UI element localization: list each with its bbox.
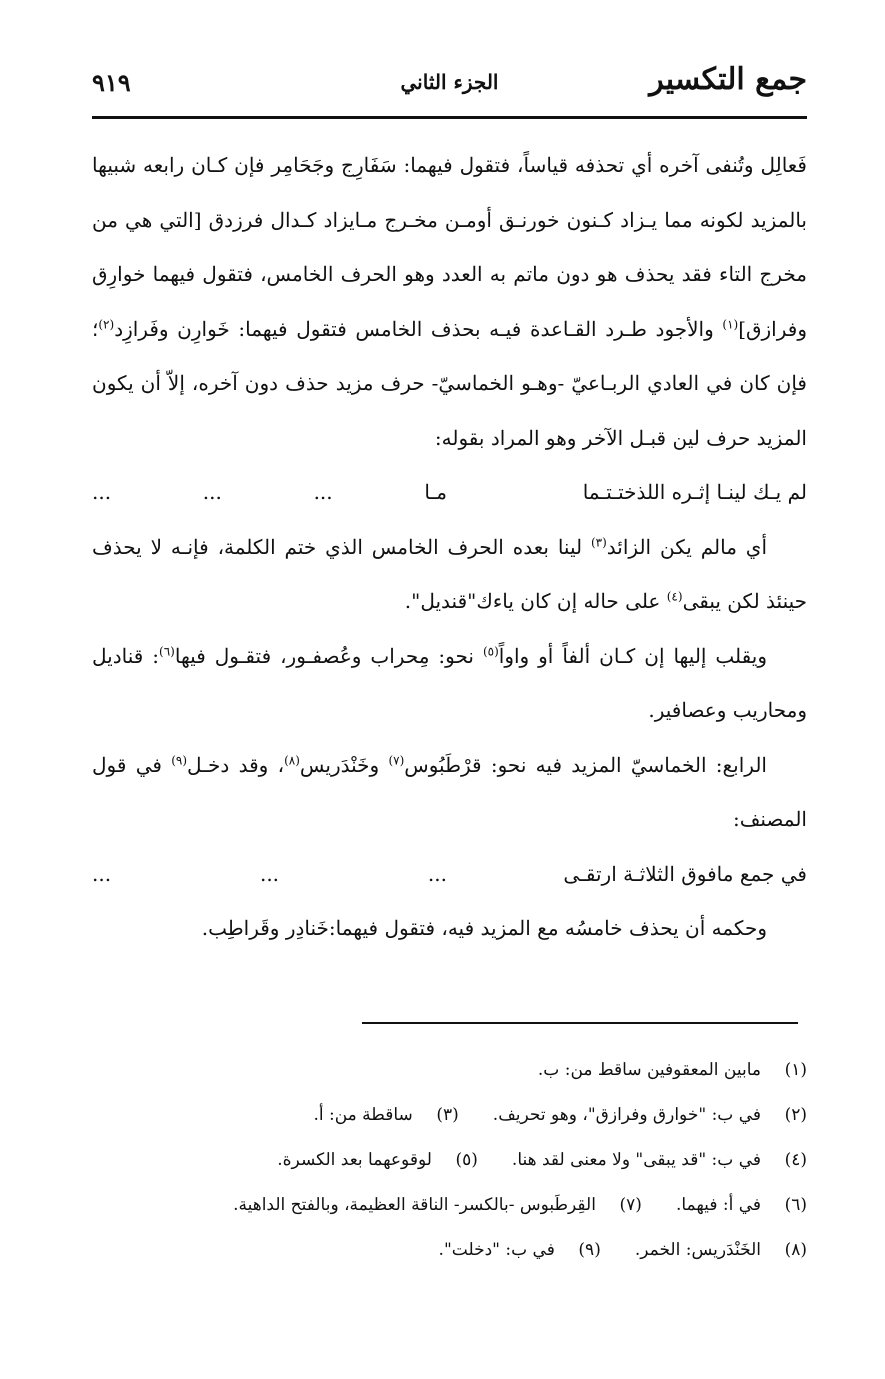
chapter-title: جمع التكسير (649, 62, 807, 97)
paragraph-1-text-a: فَعالِل وتُنفى آخره أي تحذفه قياساً، فتقول فيهما: سَفَارِج وجَحَامِر فإن كـان رابعه شبيها بالمزيد لكونه مما يـزاد كـنون خورنـق أومـن مخـرج مـايزاد كـدال فرزدق [التي هي من مخرج التاء فقد يحذف هو دون ماتم به العدد وهو الحرف الخامس، فتقول فيهما خوارِق وفرازق] (92, 153, 807, 341)
footnote-1 (538, 1048, 807, 1093)
footnote-line-4 (92, 1183, 807, 1228)
paragraph-4-text-c: ، وقد دخـل (187, 752, 285, 777)
paragraph-1-text-c: ؛ فإن كان في العادي الربـاعيّ -وهـو الخماسيّ- حرف مزيد حذف دون آخره، إلاّ أن يكون المزيد حرف لين قبـل الآخر وهو المراد بقوله: (92, 316, 807, 450)
footnote-text: الخَنْدَريس: الخمر. (634, 1240, 761, 1260)
footnote-text: لوقوعهما بعد الكسرة. (277, 1150, 432, 1170)
page-number: ٩١٩ (92, 68, 131, 97)
footnote-3 (313, 1093, 458, 1138)
paragraph-5: وحكمه أن يحذف خامسُه مع المزيد فيه، فتقول فيهما:خَنادِر وقَراطِب. (201, 916, 767, 940)
footnote-text: في ب: "قد يبقى" ولا معنى لقد هنا. (511, 1150, 761, 1170)
footnote-text: مابين المعقوفين ساقط من: ب. (537, 1060, 761, 1080)
paragraph-3-text-b: نحو: مِحراب وعُصفـور، فتقـول فيها (174, 643, 483, 668)
footnote-line-3 (92, 1138, 807, 1183)
footnote-line-2 (92, 1093, 807, 1138)
footnote-2 (493, 1093, 807, 1138)
verse-2-ellipsis-group (92, 847, 477, 902)
paragraph-1 (92, 138, 807, 465)
footnote-ref-9: (٩) (171, 752, 188, 767)
paragraph-2 (92, 520, 807, 629)
paragraph-4 (92, 738, 807, 847)
verse-2 (92, 847, 807, 902)
footnote-number: (٧) (619, 1195, 642, 1215)
paragraph-3-text-a: ويقلب إليها إن كـان ألفاً أو واواً (498, 643, 768, 668)
footnote-ref-5: (٥) (482, 643, 499, 658)
verse-2-hemistich: في جمع مافوق الثلاثـة ارتقـى (563, 861, 807, 886)
footnote-ref-1: (١) (722, 316, 739, 331)
footnote-ref-7: (٧) (388, 752, 405, 767)
paragraph-4-text-d: في قول المصنف: (92, 752, 807, 831)
page-header (92, 62, 807, 106)
footnote-9 (439, 1228, 601, 1273)
paragraph-2-text-a: أي مالم يكن الزائد (606, 534, 768, 559)
footnote-text: في أ: فيهما. (675, 1195, 761, 1215)
footnote-text: القِرطَبوس -بالكسر- الناقة العظيمة، وبالفتح الداهية. (233, 1195, 596, 1215)
verse-2-ellipsis-3: ... (92, 861, 112, 886)
verse-2-ellipsis-2: ... (259, 861, 280, 886)
header-rule (92, 116, 807, 119)
footnote-number: (٩) (578, 1240, 601, 1260)
part-label: الجزء الثاني (400, 70, 499, 94)
footnote-number: (٨) (784, 1240, 807, 1260)
footnote-5 (277, 1138, 478, 1183)
footnote-text: في ب: "دخلت". (438, 1240, 555, 1260)
paragraph-3-text-c: : قناديل ومحاريب وعصافير. (92, 643, 807, 722)
footnote-number: (١) (784, 1060, 807, 1080)
footnote-number: (٣) (436, 1105, 459, 1125)
footnote-number: (٦) (784, 1195, 807, 1215)
footnote-ref-2: (٢) (98, 316, 115, 331)
footnote-text: في ب: "خوارق وفرازق"، وهو تحريف. (492, 1105, 761, 1125)
footnote-6 (676, 1183, 807, 1228)
verse-1-ellipsis-2: ... (202, 480, 222, 504)
paragraph-1-text-b: والأجود طـرد القـاعدة فيـه بحذف الخامس فتقول فيهما: خَوارِن وفَرازِد (114, 316, 723, 341)
verse-1-ellipsis-3: ... (92, 480, 112, 504)
paragraph-4-text-a: الرابع: الخماسيّ المزيد فيه نحو: قرْطَبُوس (404, 752, 767, 777)
footnote-line-1 (92, 1048, 807, 1093)
verse-1 (92, 465, 807, 520)
verse-1-ellipsis-group (92, 465, 477, 520)
footnote-number: (٤) (784, 1150, 807, 1170)
footnote-ref-3: (٣) (590, 534, 607, 549)
footnote-ref-8: (٨) (284, 752, 300, 767)
footnote-4 (512, 1138, 807, 1183)
footnote-rule (362, 1022, 798, 1024)
footnote-ref-6: (٦) (159, 643, 175, 658)
paragraph-2-text-c: على حاله إن كان ياءك"قنديل". (404, 589, 667, 613)
verse-1-ellipsis-1: ... (313, 480, 333, 504)
footnote-7 (233, 1183, 642, 1228)
footnote-number: (٥) (455, 1150, 478, 1170)
footnote-8 (635, 1228, 807, 1273)
paragraph-2-text-b: لينا بعده الحرف الخامس الذي ختم الكلمة، فإنـه لا يحذف حينئذ لكن يبقى (92, 534, 807, 613)
footnote-text: ساقطة من: أ. (313, 1105, 413, 1125)
verse-1-hemistich: لم يـك لينـا إثـره اللذختـتـما (582, 480, 807, 504)
footnote-ref-4: (٤) (666, 589, 683, 604)
paragraph-4-text-b: وخَنْدَريس (299, 752, 389, 777)
paragraph-3 (92, 629, 807, 738)
verse-2-ellipsis-1: ... (427, 861, 447, 886)
main-text (92, 138, 807, 956)
footnote-number: (٢) (784, 1105, 807, 1125)
footnotes (92, 1048, 807, 1273)
footnote-line-5 (92, 1228, 807, 1273)
verse-1-word: مـا (424, 480, 447, 504)
